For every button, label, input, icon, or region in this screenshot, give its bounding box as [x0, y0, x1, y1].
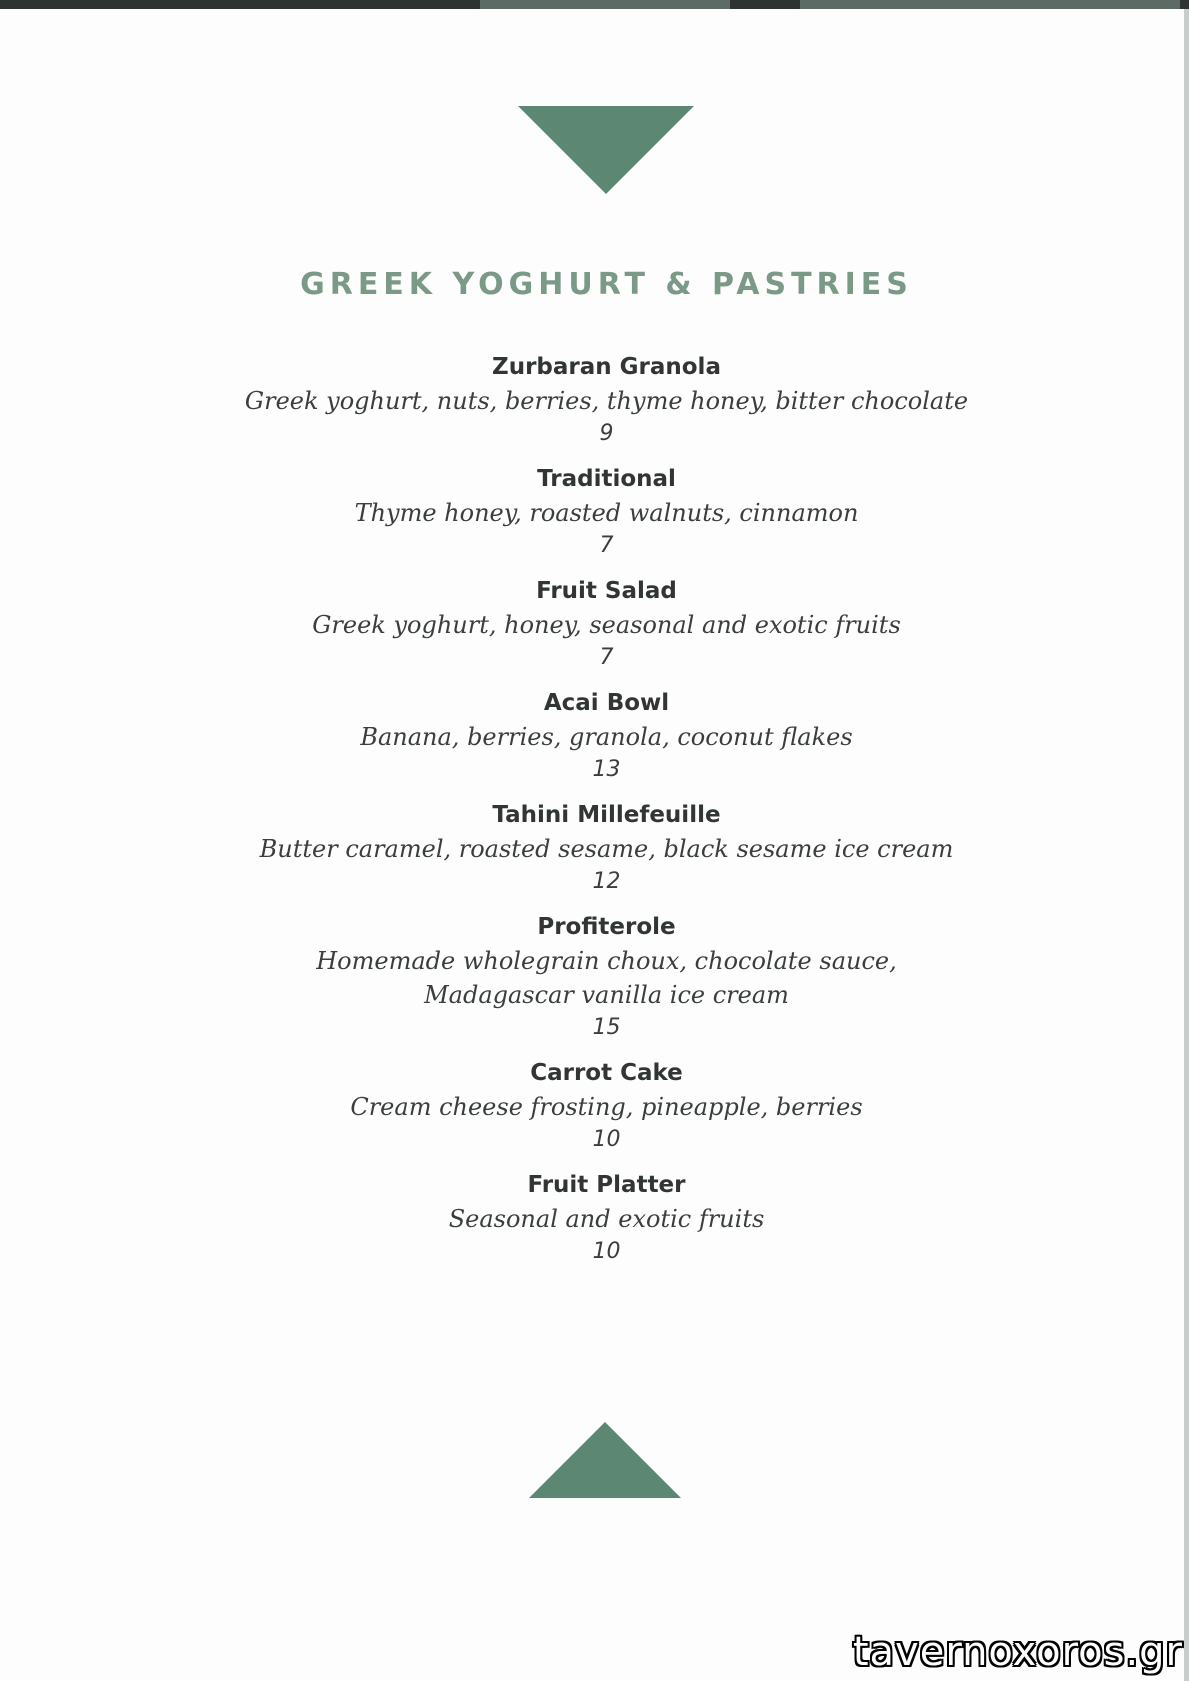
menu-item-price: 7: [599, 645, 614, 670]
menu-item-name: Fruit Platter: [527, 1172, 686, 1198]
menu-item-price: 15: [592, 1015, 621, 1040]
menu-item-price: 7: [599, 533, 614, 558]
menu-item-name: Profiterole: [537, 914, 676, 940]
menu-item-description: Homemade wholegrain choux, chocolate sauce, Madagascar vanilla ice cream: [316, 947, 897, 1009]
menu-item: [0, 910, 1189, 1044]
menu-item-description: Seasonal and exotic fruits: [448, 1205, 765, 1233]
menu-item-price: 10: [592, 1239, 621, 1264]
menu-item-name: Acai Bowl: [543, 690, 670, 716]
menu-item-description: Cream cheese frosting, pineapple, berries: [350, 1093, 863, 1121]
menu-item-name: Traditional: [537, 466, 676, 492]
scan-top-stripe: [480, 0, 730, 9]
menu-list: [0, 350, 1189, 1280]
page-title: GREEK YOGHURT & PASTRIES: [300, 267, 913, 302]
triangle-up-icon: [529, 1422, 681, 1498]
menu-item-price: 9: [599, 421, 614, 446]
menu-item-description: Banana, berries, granola, coconut flakes: [360, 723, 853, 751]
menu-item: [0, 1056, 1189, 1156]
triangle-down-icon: [518, 106, 694, 194]
menu-item: [0, 1168, 1189, 1268]
menu-item: [0, 798, 1189, 898]
menu-item-price: 13: [592, 757, 621, 782]
menu-item-name: Carrot Cake: [530, 1060, 683, 1086]
menu-item: [0, 686, 1189, 786]
menu-item-name: Fruit Salad: [536, 578, 677, 604]
menu-item: [0, 350, 1189, 450]
menu-item: [0, 574, 1189, 674]
scan-top-edge: [0, 0, 1189, 9]
menu-item-name: Tahini Millefeuille: [492, 802, 721, 828]
menu-item-name: Zurbaran Granola: [492, 354, 721, 380]
menu-item-price: 12: [592, 869, 621, 894]
menu-item-description: Thyme honey, roasted walnuts, cinnamon: [354, 499, 859, 527]
menu-item-description: Butter caramel, roasted sesame, black sesame ice cream: [259, 835, 954, 863]
watermark: tavernoxoros.gr: [852, 1629, 1183, 1675]
menu-item-price: 10: [592, 1127, 621, 1152]
menu-item-description: Greek yoghurt, honey, seasonal and exotic fruits: [312, 611, 901, 639]
menu-item-description: Greek yoghurt, nuts, berries, thyme honey, bitter chocolate: [244, 387, 969, 415]
scan-top-stripe: [800, 0, 1180, 9]
menu-item: [0, 462, 1189, 562]
